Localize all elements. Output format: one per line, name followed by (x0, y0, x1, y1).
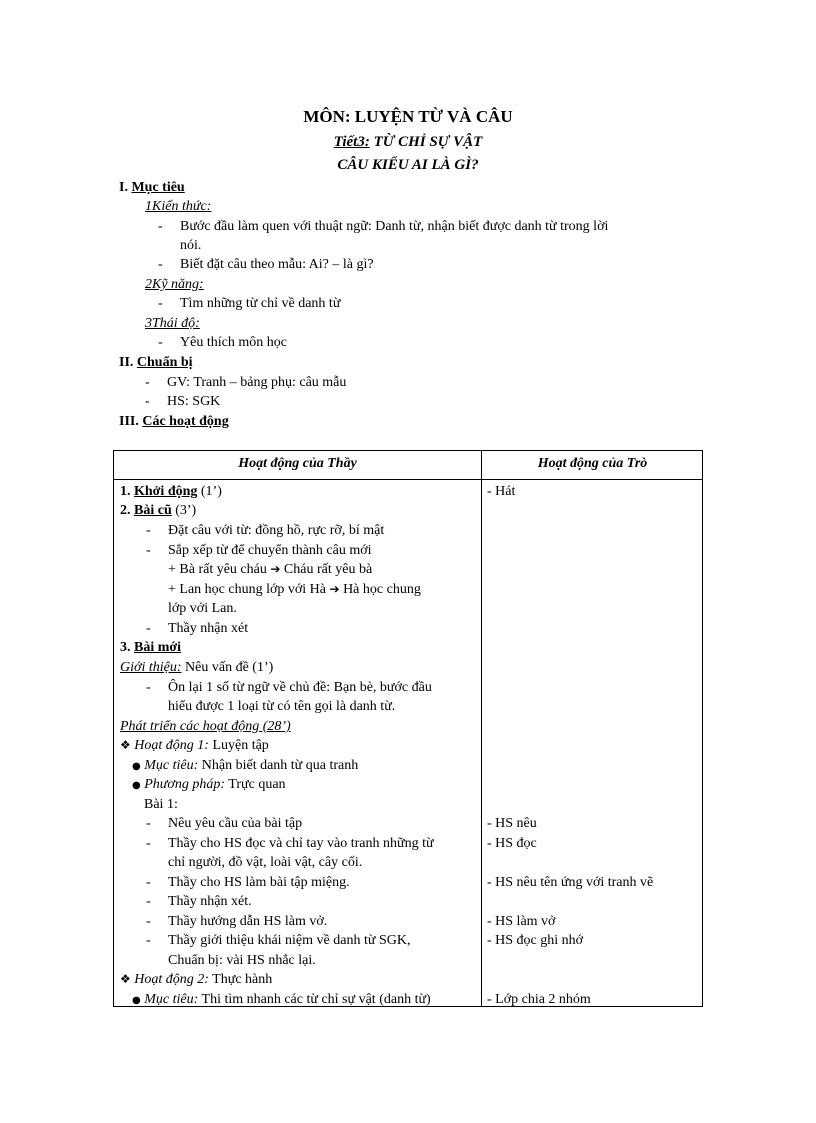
skill-heading: 2Kỹ năng: (145, 277, 204, 292)
student-activity: - HS đọc ghi nhớ (487, 933, 584, 948)
step-text: Thầy cho HS làm bài tập miệng. (168, 875, 350, 890)
objective-2 (132, 990, 431, 1010)
step-text: Thầy hướng dẫn HS làm vở. (168, 914, 328, 929)
lesson-prefix: Tiết3: (333, 134, 370, 150)
section-number: III. (119, 414, 139, 429)
activity-text: Thực hành (208, 972, 273, 987)
exercise-step: - Thầy cho HS đọc và chỉ tay vào tranh những từ (146, 836, 434, 851)
lesson-subtitle: CÂU KIỂU AI LÀ GÌ? (337, 157, 479, 173)
section-title: Chuẩn bị (136, 355, 193, 370)
review-item: - Thầy nhận xét (146, 621, 249, 636)
student-activity: - Lớp chia 2 nhóm (487, 992, 591, 1007)
student-activity: - HS nêu tên ứng với tranh vẽ (487, 875, 654, 890)
intro-label: Giới thiệu: (120, 660, 182, 675)
exercise-step: - Thầy nhận xét. (146, 894, 252, 909)
section-3-heading (119, 413, 229, 431)
item-text: HS: SGK (167, 394, 221, 409)
item-text: Thầy nhận xét (168, 621, 249, 636)
objective-label: Mục tiêu: (144, 992, 199, 1007)
bullet-icon: ● (132, 761, 141, 772)
row-time: (1’) (197, 484, 222, 499)
diamond-bullet-icon: ❖ (120, 972, 131, 986)
row-number: 2. (120, 503, 131, 518)
section-title: Mục tiêu (131, 180, 185, 195)
exercise-step: - Thầy hướng dẫn HS làm vở. (146, 914, 328, 929)
student-activity: - HS làm vở (487, 914, 556, 929)
knowledge-item-cont: nói. (180, 238, 202, 253)
objective-1 (132, 756, 358, 776)
review-heading (120, 501, 196, 520)
intro-item-cont: hiểu được 1 loại từ có tên gọi là danh từ. (168, 699, 396, 714)
exercise-step: - Thầy cho HS làm bài tập miệng. (146, 875, 350, 890)
row-title: Bài mới (134, 640, 182, 655)
student-activity: - HS nêu (487, 816, 537, 831)
step-text: Thầy nhận xét. (168, 894, 252, 909)
diamond-bullet-icon: ❖ (120, 738, 131, 752)
item-text: Bước đầu làm quen với thuật ngữ: Danh từ, nhận biết được danh từ trong lời (180, 219, 609, 234)
intro-item: - Ôn lại 1 số từ ngữ về chủ đề: Bạn bè, bước đầu (146, 680, 432, 695)
lesson-title (0, 134, 816, 151)
activity-table (113, 450, 703, 1007)
skill-item: - Tìm những từ chỉ về danh từ (158, 296, 341, 311)
activity-label: Hoạt động 1: (134, 738, 209, 753)
example-text: + Bà rất yêu cháu (168, 562, 271, 577)
knowledge-item: - Biết đặt câu theo mẫu: Ai? – là gì? (158, 257, 374, 272)
teacher-column-header: Hoạt động của Thầy (238, 456, 357, 471)
exercise-step: - Thầy giới thiệu khái niệm về danh từ SGK, (146, 933, 411, 948)
section-title: Các hoạt động (142, 414, 229, 429)
row-title: Khởi động (134, 484, 198, 499)
attitude-heading: 3Thái độ: (145, 316, 200, 331)
column-divider (481, 451, 482, 1006)
bullet-icon: ● (132, 995, 141, 1006)
knowledge-item: - Bước đầu làm quen với thuật ngữ: Danh từ, nhận biết được danh từ trong lời (158, 219, 609, 234)
exercise-step-cont: Chuẩn bị: vài HS nhắc lại. (168, 953, 316, 968)
review-example (168, 580, 421, 599)
item-text: GV: Tranh – bảng phụ: câu mẫu (167, 375, 347, 390)
header-divider (114, 479, 702, 480)
review-example-cont: lớp với Lan. (168, 601, 237, 616)
lesson-name: TỪ CHỈ SỰ VẬT (369, 134, 483, 150)
student-column-header: Hoạt động của Trò (537, 456, 648, 471)
item-text: Biết đặt câu theo mẫu: Ai? – là gì? (180, 257, 374, 272)
method-1 (132, 775, 286, 795)
step-text: Thầy giới thiệu khái niệm về danh từ SGK, (168, 933, 411, 948)
student-activity: - Hát (487, 484, 516, 499)
exercise-step-cont: chỉ người, đồ vật, loài vật, cây cối. (168, 855, 363, 870)
example-text: Hà học chung (339, 582, 421, 597)
item-text: Yêu thích môn học (180, 335, 287, 350)
student-activity: - HS đọc (487, 836, 537, 851)
row-number: 1. (120, 484, 131, 499)
development-heading: Phát triển các hoạt động (28’) (120, 719, 291, 734)
section-2-heading (119, 354, 193, 372)
activity-text: Luyện tập (208, 738, 269, 753)
activity-label: Hoạt động 2: (134, 972, 209, 987)
warmup-heading (120, 482, 222, 501)
section-number: I. (119, 180, 128, 195)
activity-2-heading (120, 970, 272, 989)
example-text: + Lan học chung lớp với Hà (168, 582, 330, 597)
review-item: - Đặt câu với từ: đồng hồ, rực rỡ, bí mật (146, 523, 385, 538)
bullet-icon: ● (132, 780, 141, 791)
exercise-label: Bài 1: (144, 797, 178, 812)
page-title: MÔN: LUYỆN TỪ VÀ CÂU (303, 107, 513, 126)
review-example (168, 560, 372, 579)
arrow-right-icon: ➔ (329, 582, 340, 596)
section-number: II. (119, 355, 134, 370)
objective-text: Thi tìm nhanh các từ chỉ sự vật (danh từ) (198, 992, 431, 1007)
knowledge-heading: 1Kiến thức: (145, 199, 212, 214)
exercise-step: - Nêu yêu cầu của bài tập (146, 816, 303, 831)
objective-text: Nhận biết danh từ qua tranh (198, 758, 359, 773)
review-item: - Sắp xếp từ để chuyển thành câu mới (146, 543, 372, 558)
row-title: Bài cũ (134, 503, 172, 518)
attitude-item: - Yêu thích môn học (158, 335, 287, 350)
example-text: Cháu rất yêu bà (280, 562, 373, 577)
row-number: 3. (120, 640, 131, 655)
objective-label: Mục tiêu: (144, 758, 199, 773)
prep-item: - GV: Tranh – bảng phụ: câu mẫu (145, 375, 347, 390)
new-lesson-heading (120, 638, 181, 657)
item-text: Đặt câu với từ: đồng hồ, rực rỡ, bí mật (168, 523, 385, 538)
method-text: Trực quan (225, 777, 286, 792)
intro-line (120, 658, 273, 677)
row-time: (3’) (171, 503, 197, 518)
step-text: Nêu yêu cầu của bài tập (168, 816, 303, 831)
section-1-heading (119, 179, 185, 197)
method-label: Phương pháp: (144, 777, 226, 792)
activity-1-heading (120, 736, 269, 755)
intro-text: Nêu vấn đề (1’) (181, 660, 274, 675)
arrow-right-icon: ➔ (270, 562, 281, 576)
item-text: Tìm những từ chỉ về danh từ (180, 296, 341, 311)
item-text: Sắp xếp từ để chuyển thành câu mới (168, 543, 372, 558)
prep-item: - HS: SGK (145, 394, 221, 409)
item-text: Ôn lại 1 số từ ngữ về chủ đề: Bạn bè, bước đầu (168, 680, 432, 695)
step-text: Thầy cho HS đọc và chỉ tay vào tranh những từ (168, 836, 434, 851)
